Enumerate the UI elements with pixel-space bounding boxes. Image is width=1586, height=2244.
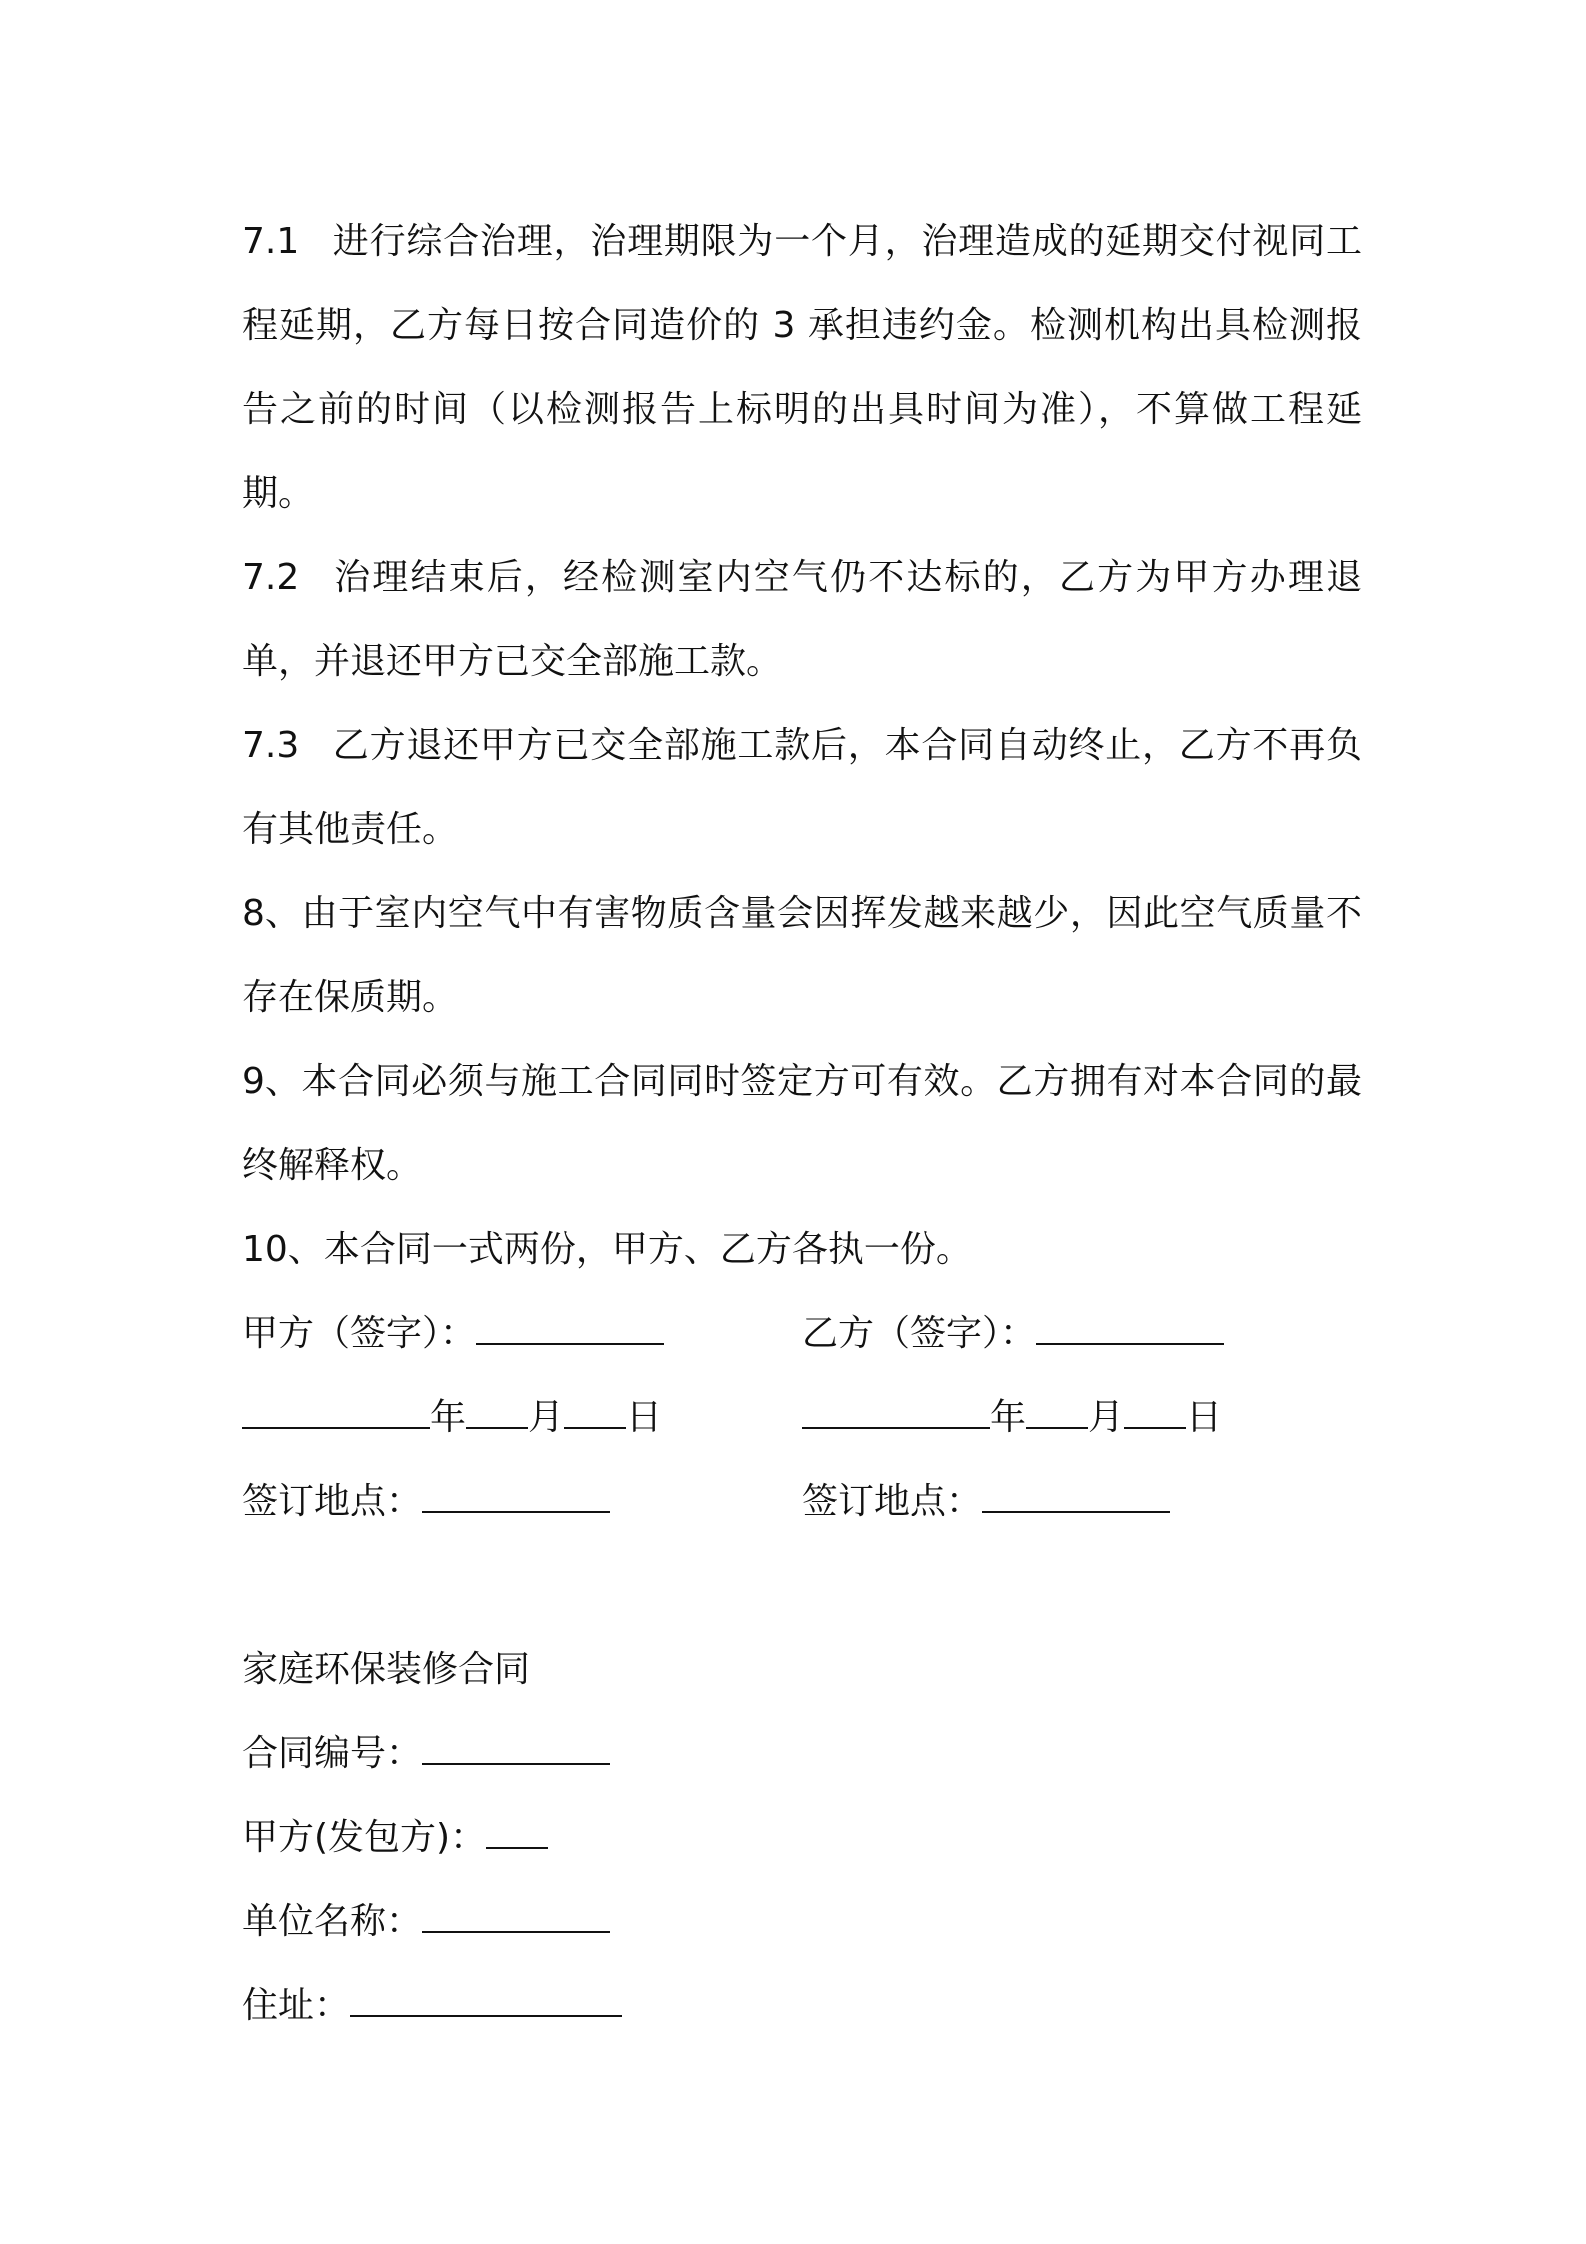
party-b-month-blank[interactable] [1026,1397,1088,1429]
clause-text: 乙方退还甲方已交全部施工款后，本合同自动终止，乙方不再负有其他责任。 [242,725,1362,850]
section-gap [242,1544,1362,1628]
clause-text: 治理结束后，经检测室内空气仍不达标的，乙方为甲方办理退单，并退还甲方已交全部施工款。 [242,557,1362,682]
clause-8 [242,872,1362,1040]
party-b-place [802,1460,1362,1544]
clause-number: 7.2 [242,557,300,598]
party-b-year-blank[interactable] [802,1397,990,1429]
clause-9 [242,1040,1362,1208]
clause-number: 10、 [242,1229,324,1270]
party-a-place [242,1460,802,1544]
document-page [242,200,1362,2048]
place-label: 签订地点： [802,1481,983,1522]
unit-name-field [242,1880,1362,1964]
party-a-place-blank[interactable] [422,1481,610,1513]
address-field [242,1964,1362,2048]
date-row [242,1376,1362,1460]
clause-text: 由于室内空气中有害物质含量会因挥发越来越少，因此空气质量不存在保质期。 [242,893,1362,1018]
day-label: 日 [1186,1397,1223,1438]
party-a-month-blank[interactable] [466,1397,528,1429]
clause-text: 本合同必须与施工合同同时签定方可有效。乙方拥有对本合同的最终解释权。 [242,1061,1362,1186]
unit-name-label: 单位名称： [242,1901,423,1942]
clause-number: 9、 [242,1061,301,1102]
clause-7-2 [242,536,1362,704]
clause-number: 7.1 [242,221,300,262]
place-label: 签订地点： [242,1481,423,1522]
signature-row [242,1292,1362,1376]
clause-7-1 [242,200,1362,536]
contract-number-field [242,1712,1362,1796]
party-b-signature-blank[interactable] [1036,1313,1224,1345]
party-a-day-blank[interactable] [564,1397,626,1429]
contract-title: 家庭环保装修合同 [242,1649,531,1690]
day-label: 日 [626,1397,663,1438]
clause-number: 8、 [242,893,301,934]
unit-name-blank[interactable] [422,1901,610,1933]
clause-text: 进行综合治理，治理期限为一个月，治理造成的延期交付视同工程延期，乙方每日按合同造价的 3 承担违约金。检测机构出具检测报告之前的时间（以检测报告上标明的出具时间为准），不算做工程延期。 [242,221,1362,514]
party-b-day-blank[interactable] [1124,1397,1186,1429]
year-label: 年 [430,1397,467,1438]
month-label: 月 [1088,1397,1125,1438]
clause-number: 7.3 [242,725,300,766]
party-b-date [802,1376,1362,1460]
contract-number-label: 合同编号： [242,1733,423,1774]
party-b-signature-label: 乙方（签字）： [802,1313,1037,1354]
place-row [242,1460,1362,1544]
year-label: 年 [990,1397,1027,1438]
party-a-field [242,1796,1362,1880]
clause-text: 本合同一式两份，甲方、乙方各执一份。 [323,1229,972,1270]
party-a-blank[interactable] [486,1817,548,1849]
party-b-place-blank[interactable] [982,1481,1170,1513]
clause-7-3 [242,704,1362,872]
party-a-signature-blank[interactable] [476,1313,664,1345]
party-a-year-blank[interactable] [242,1397,430,1429]
month-label: 月 [528,1397,565,1438]
party-a-signature-label: 甲方（签字）： [242,1313,477,1354]
address-label: 住址： [242,1985,351,2026]
party-b-signature [802,1292,1362,1376]
party-a-date [242,1376,802,1460]
party-a-signature [242,1292,802,1376]
party-a-label: 甲方(发包方)： [242,1817,487,1858]
clause-10 [242,1208,1362,1292]
contract-number-blank[interactable] [422,1733,610,1765]
address-blank[interactable] [350,1985,622,2017]
